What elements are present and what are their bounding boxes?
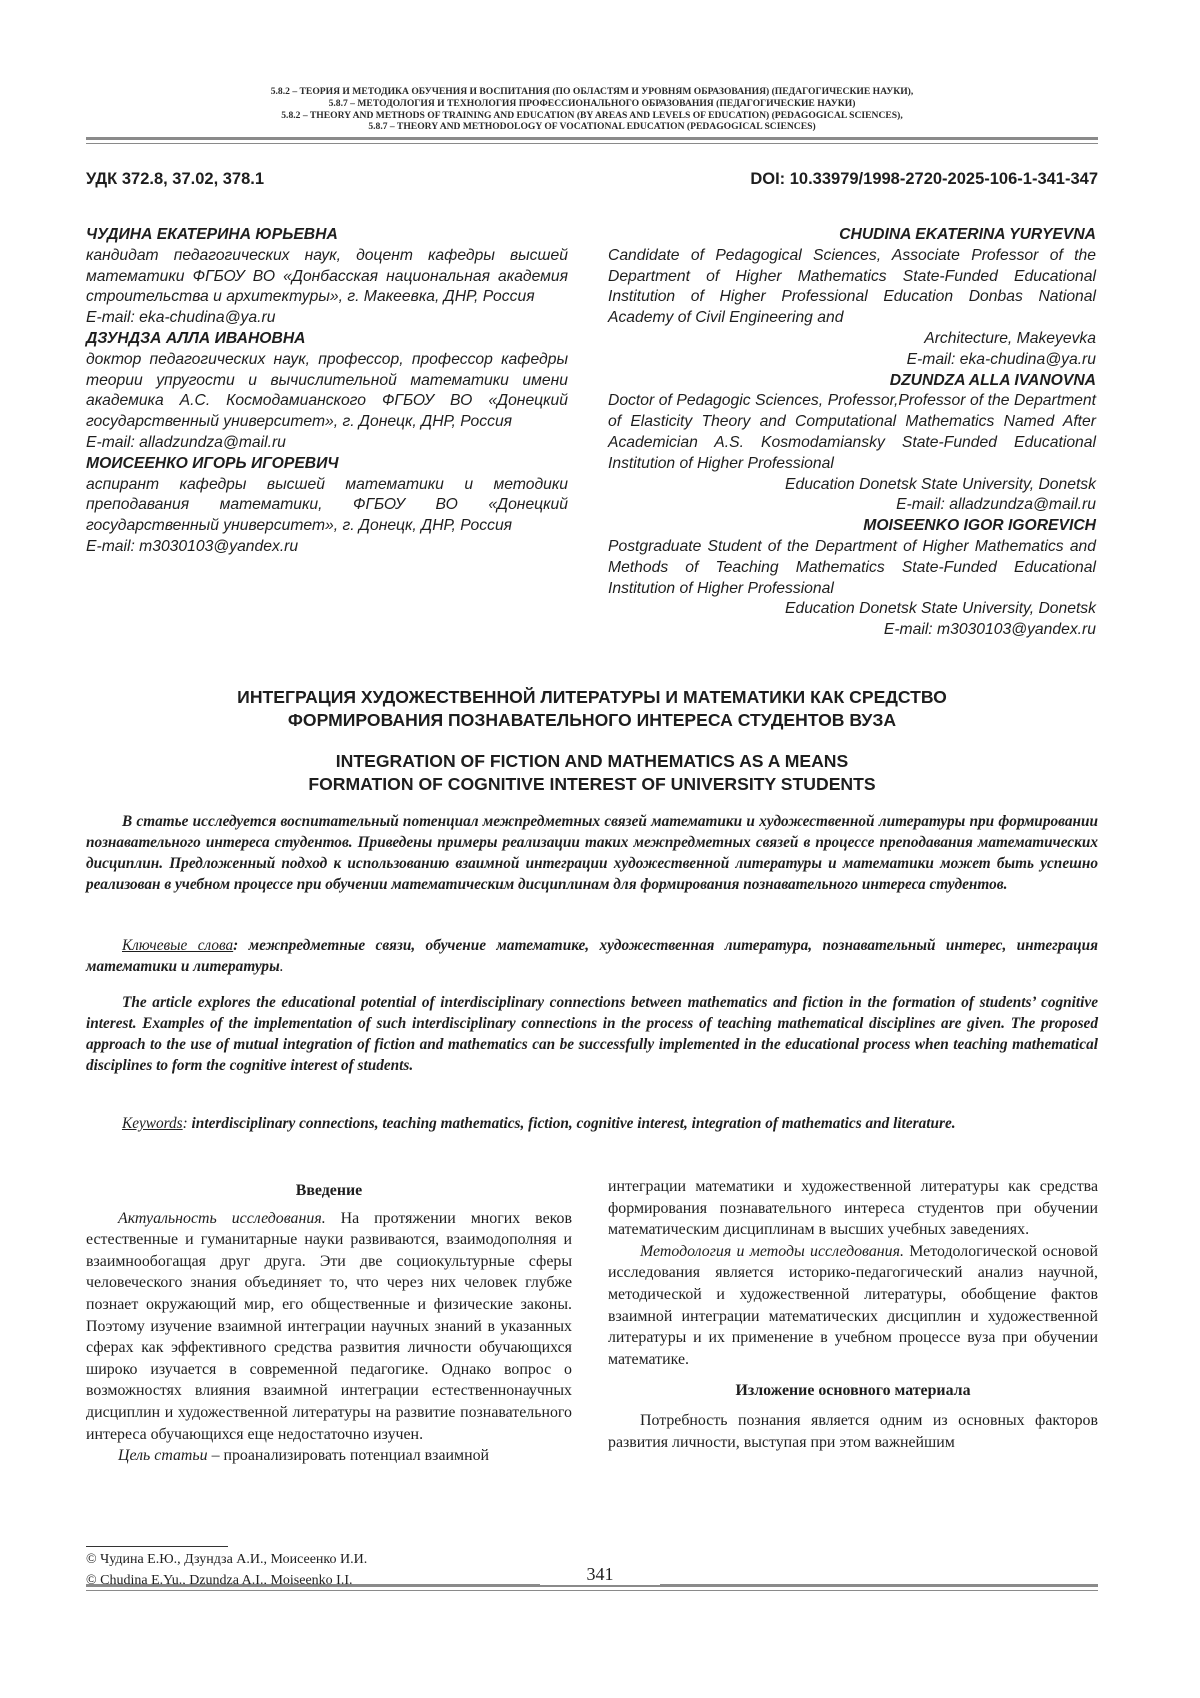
paragraph <box>608 1241 1098 1371</box>
copyright-ru: © Чудина Е.Ю., Дзундза А.И., Моисеенко И.И. <box>86 1552 368 1567</box>
keywords-text: межпредметные связи, обучение математике, художественная литература, познавательный интерес, интеграция математики и литературы <box>86 937 1098 975</box>
title-line: FORMATION OF COGNITIVE INTEREST OF UNIVERSITY STUDENTS <box>308 774 876 794</box>
keywords-label: Keywords <box>122 1115 183 1132</box>
author-name: CHUDINA EKATERINA YURYEVNA <box>839 226 1096 243</box>
author-email: E-mail: m3030103@yandex.ru <box>86 537 299 555</box>
author-email: E-mail: eka-chudina@ya.ru <box>86 309 276 327</box>
paragraph-text: Методологической основой исследования является историко-педагогический анализ научной, методической и художественной литературы, обобщение фактов взаимной интеграции математических дисциплин и художественной литературы и их применение в учебном процессе вуза при обучении математике. <box>608 1242 1098 1368</box>
paragraph <box>86 1208 572 1446</box>
author-name: MOISEENKO IGOR IGOREVICH <box>863 517 1096 535</box>
paragraph-lead: Методология и методы исследования. <box>640 1242 904 1260</box>
copyright-en: © Chudina E.Yu., Dzundza A.I., Moiseenko I.I. <box>86 1573 353 1588</box>
author-name: МОИСЕЕНКО ИГОРЬ ИГОРЕВИЧ <box>86 454 339 472</box>
page-number: 341 <box>540 1564 660 1585</box>
author-affiliation: кандидат педагогических наук, доцент кафедры высшей математики ФГБОУ ВО «Донбасская национальная академия строительства и архитектуры», г. Макеевка, ДНР, Россия <box>86 246 568 306</box>
author-email: E-mail: alladzundza@mail.ru <box>86 433 286 451</box>
keywords-text: interdisciplinary connections, teaching mathematics, fiction, cognitive interest, integration of mathematics and literature. <box>187 1115 956 1132</box>
author-email: E-mail: m3030103@yandex.ru <box>883 621 1096 639</box>
author-affiliation: Doctor of Pedagogic Sciences, Professor,Professor of the Department of Elasticity Theory and Computational Mathematics Named After Academician A.S. Kosmodamiansky State-Funded Educational Institution of Higher Professional <box>608 392 1096 472</box>
title-line: ФОРМИРОВАНИЯ ПОЗНАВАТЕЛЬНОГО ИНТЕРЕСА СТУДЕНТОВ ВУЗА <box>287 710 897 730</box>
author-name: ДЗУНДЗА АЛЛА ИВАНОВНА <box>86 329 306 347</box>
abstract-en: The article explores the educational potential of interdisciplinary connections between mathematics and fiction in the formation of students’ cognitive interest. Examples of the implementation of such interdisciplinary connections in the process of teaching mathematical disciplines are given. The proposed approach to the use of mutual integration of fiction and mathematics can be successfully implemented in the educational process when teaching mathematical disciplines to form the cognitive interest of students. <box>86 994 1098 1074</box>
article-title-ru <box>86 686 1098 732</box>
authors-en <box>608 225 1096 641</box>
author-email: E-mail: alladzundza@mail.ru <box>896 496 1096 514</box>
footnote-rule <box>86 1546 228 1547</box>
paragraph-lead: Актуальность исследования. <box>118 1209 326 1227</box>
author-name: ЧУДИНА ЕКАТЕРИНА ЮРЬЕВНА <box>86 226 338 243</box>
article-title-en <box>86 750 1098 796</box>
abstract-ru: В статье исследуется воспитательный потенциал межпредметных связей математики и художественной литературы при формировании познавательного интереса студентов. Приведены примеры реализации таких межпредметных связей в процессе преподавания математических дисциплин. Предложенный подход к использованию взаимной интеграции художественной литературы и математики может быть успешно реализован в учебном процессе при обучении математическим дисциплинам для формирования познавательного интереса студентов. <box>86 813 1098 893</box>
header-line: 5.8.7 – МЕТОДОЛОГИЯ И ТЕХНОЛОГИЯ ПРОФЕССИОНАЛЬНОГО ОБРАЗОВАНИЯ (ПЕДАГОГИЧЕСКИЕ НАУКИ) <box>328 97 856 109</box>
title-line: INTEGRATION OF FICTION AND MATHEMATICS AS A MEANS <box>335 751 849 771</box>
author-affiliation: доктор педагогических наук, профессор, профессор кафедры теории упругости и вычислительной математики имени академика А.С. Космодамианского ФГБОУ ВО «Донецкий государственный университет», г. Донецк, ДНР, Россия <box>86 350 568 431</box>
author-affiliation-tail: Architecture, Makeyevka <box>924 329 1096 347</box>
paragraph: Потребность познания является одним из основных факторов развития личности, выступая при этом важнейшим <box>608 1411 1098 1451</box>
keywords-label: Ключевые слова <box>122 937 234 954</box>
author-affiliation: Candidate of Pedagogical Sciences, Associate Professor of the Department of Higher Mathematics State-Funded Educational Institution of Higher Professional Education Donbas National Academy of Civil Engineering and <box>608 246 1096 327</box>
section-heading-main: Изложение основного материала <box>735 1382 971 1400</box>
body-column-right <box>608 1176 1098 1453</box>
header-rule-thick <box>86 137 1098 140</box>
header-line: 5.8.2 – ТЕОРИЯ И МЕТОДИКА ОБУЧЕНИЯ И ВОСПИТАНИЯ (ПО ОБЛАСТЯМ И УРОВНЯМ ОБРАЗОВАНИЯ) (ПЕДАГОГИЧЕСКИЕ НАУКИ), <box>270 86 914 97</box>
header-line: 5.8.7 – THEORY AND METHODOLOGY OF VOCATIONAL EDUCATION (PEDAGOGICAL SCIENCES) <box>368 121 816 133</box>
paragraph-text: – проанализировать потенциал взаимной <box>207 1447 490 1465</box>
keywords-en <box>86 1113 1098 1134</box>
paragraph-lead: Цель статьи <box>118 1447 208 1465</box>
section-heading-introduction: Введение <box>295 1182 363 1199</box>
udc-code: УДК 372.8, 37.02, 378.1 <box>86 170 265 188</box>
keywords-colon: : <box>182 1115 188 1132</box>
header-rule-thin <box>86 143 1098 144</box>
paragraph <box>86 1445 572 1467</box>
author-affiliation-tail: Education Donetsk State University, Donetsk <box>785 600 1096 618</box>
keywords-colon: : <box>233 937 239 954</box>
keywords-ru <box>86 935 1098 977</box>
author-affiliation: аспирант кафедры высшей математики и методики преподавания математики, ФГБОУ ВО «Донецкий государственный университет», г. Донецк, ДНР, Россия <box>86 475 568 535</box>
body-column-left <box>86 1176 572 1467</box>
keywords-end: . <box>279 958 284 975</box>
running-header <box>86 86 1098 133</box>
doi: DOI: 10.33979/1998-2720-2025-106-1-341-347 <box>750 170 1098 188</box>
paragraph-text: На протяжении многих веков естественные и гуманитарные науки развиваются, взаимодополняя и взаимнообогащая друг друга. Эти две социокультурные сферы человеческого знания объединяет то, что через них человек глубже познает окружающий мир, его общественные и физические законы. Поэтому изучение взаимной интеграции научных знаний в указанных сферах как эффективного средства развития личности обучающихся широко изучается в современной педагогике. Однако вопрос о возможностях влияния взаимной интеграции естественнонаучных дисциплин и художественной литературы на развитие познавательного интереса обучающихся еще недостаточно изучен. <box>86 1209 573 1443</box>
title-line: ИНТЕГРАЦИЯ ХУДОЖЕСТВЕННОЙ ЛИТЕРАТУРЫ И МАТЕМАТИКИ КАК СРЕДСТВО <box>237 687 947 707</box>
paragraph: интеграции математики и художественной литературы как средства формирования познавательного интереса студентов при обучении математическим дисциплинам в высших учебных заведениях. <box>608 1178 1098 1239</box>
author-affiliation: Postgraduate Student of the Department of Higher Mathematics and Methods of Teaching Mathematics State-Funded Educational Institution of Higher Professional <box>608 537 1096 597</box>
header-line: 5.8.2 – THEORY AND METHODS OF TRAINING AND EDUCATION (BY AREAS AND LEVELS OF EDUCATION) (PEDAGOGICAL SCIENCES), <box>281 109 903 121</box>
author-email: E-mail: eka-chudina@ya.ru <box>906 350 1096 368</box>
author-affiliation-tail: Education Donetsk State University, Donetsk <box>785 475 1096 493</box>
footer-rule-thin <box>86 1590 1098 1591</box>
author-name: DZUNDZA ALLA IVANOVNA <box>889 371 1096 389</box>
authors-ru <box>86 225 568 558</box>
